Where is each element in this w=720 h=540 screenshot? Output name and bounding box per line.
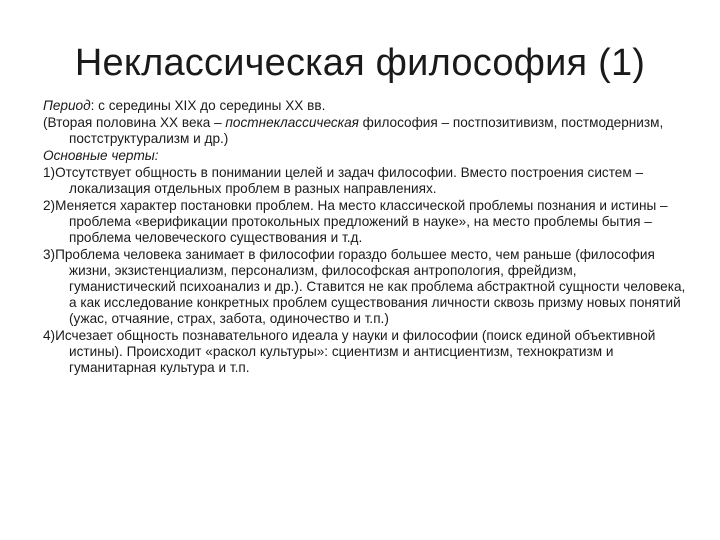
- period-line: [43, 98, 687, 114]
- slide-body: [43, 98, 687, 377]
- second-half-before: (Вторая половина XX века –: [43, 115, 226, 130]
- period-text: : с середины XIX до середины XX вв.: [90, 98, 326, 113]
- feature-item-2: 2)Меняется характер постановки проблем. На место классической проблемы познания и истины – проблема «верификации протокольных предложений в науке», на место проблемы бытия – проблема человеческого существования и т.д.: [43, 198, 668, 245]
- period-label: Период: [43, 98, 91, 113]
- feature-item-1: 1)Отсутствует общность в понимании целей и задач философии. Вместо построения систем – локализация отдельных проблем в разных направлениях.: [43, 165, 644, 196]
- feature-item-3: 3)Проблема человека занимает в философии гораздо большее место, чем раньше (философия жизни, экзистенциализм, персонализм, философская антропология, фрейдизм, гуманистический психоанализ и др.). Ставится не как проблема абстрактной сущности человека, а как исследование конкретных проблем существования личности сквозь призму новых понятий (ужас, отчаяние, страх, забота, одиночество и т.п.): [43, 247, 686, 326]
- slide-title: Неклассическая философия (1): [74, 42, 646, 84]
- features-heading: [43, 148, 687, 164]
- second-half-line: [43, 115, 687, 147]
- second-half-italic: постнеклассическая: [225, 115, 359, 130]
- feature-item-4: 4)Исчезает общность познавательного идеала у науки и философии (поиск единой объективной истины). Происходит «раскол культуры»: сциентизм и антисциентизм, технократизм и гуманитарная культура и т.п.: [43, 328, 656, 375]
- features-heading-text: Основные черты:: [43, 148, 159, 163]
- second-half-after: философия – постпозитивизм, постмодернизм, постструктурализм и др.): [69, 115, 664, 146]
